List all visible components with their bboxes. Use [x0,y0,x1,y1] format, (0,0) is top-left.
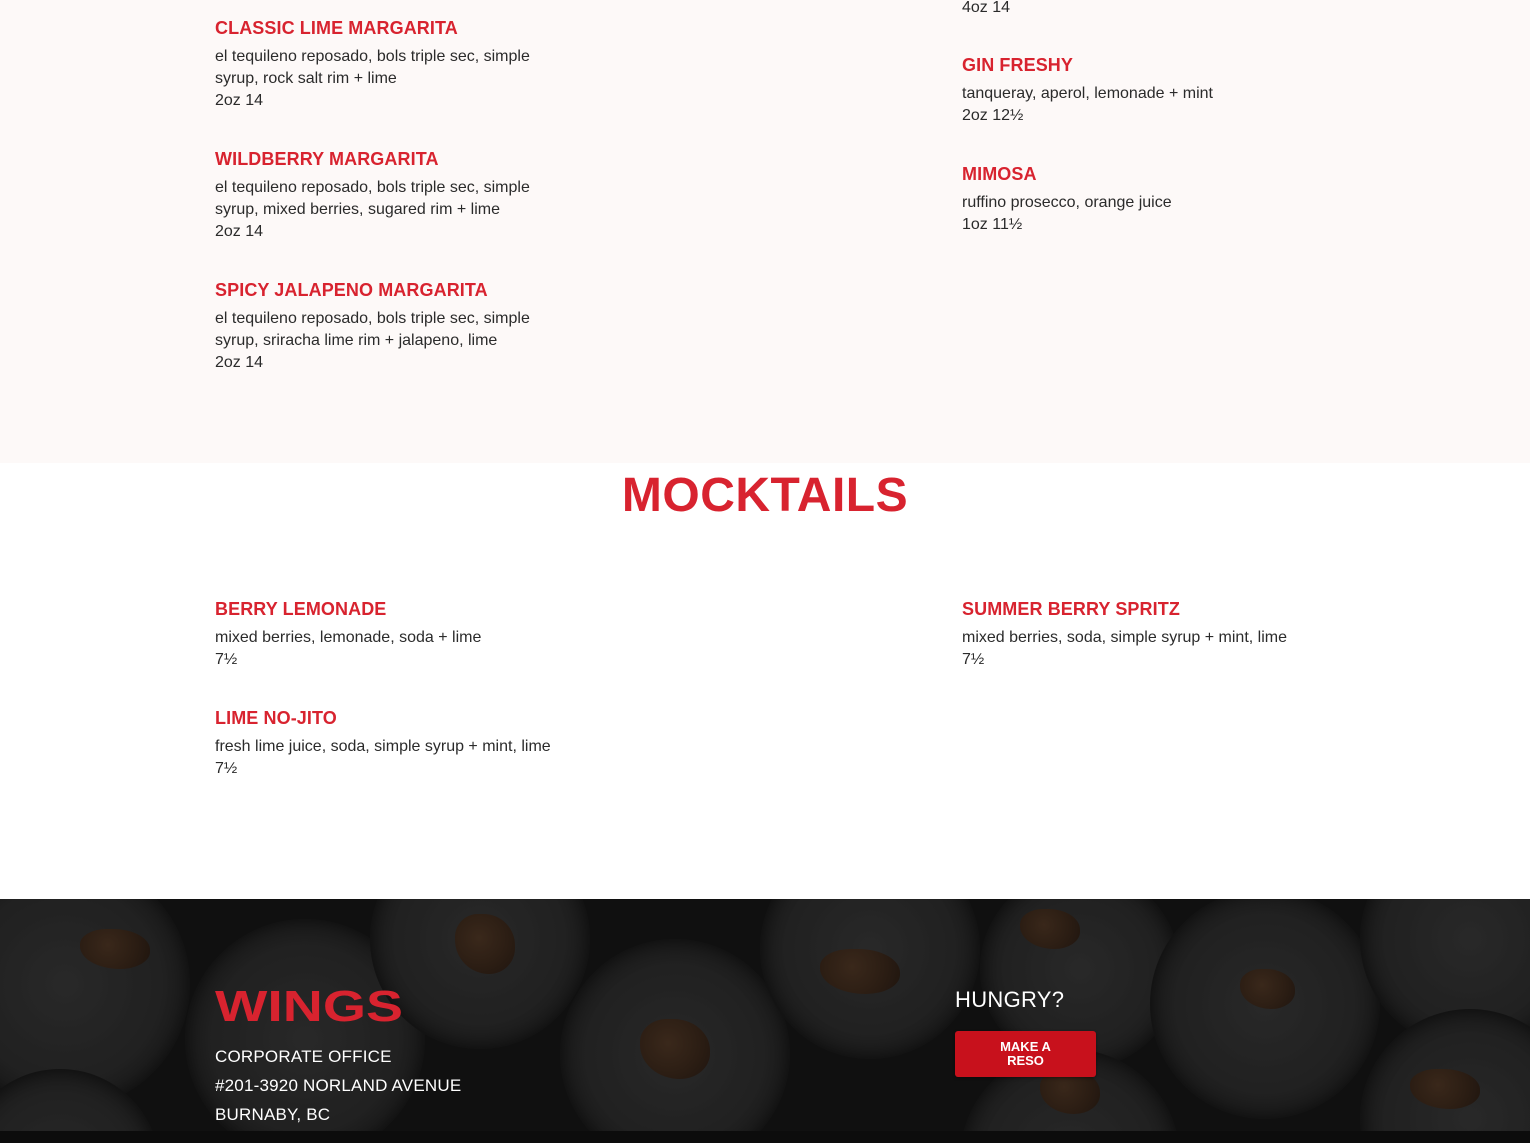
item-name: CLASSIC LIME MARGARITA [215,18,458,38]
item-name: LIME NO-JITO [215,708,337,728]
item-description: el tequileno reposado, bols triple sec, simple syrup, rock salt rim + lime [215,48,530,87]
menu-item [962,163,1342,236]
item-description: fresh lime juice, soda, simple syrup + mint, lime [215,738,551,755]
item-price: 1oz 11½ [962,216,1023,233]
address-line-3: BURNABY, BC [215,1105,331,1124]
footer [0,899,1530,1143]
item-description: el tequileno reposado, bols triple sec, simple syrup, mixed berries, sugared rim + lime [215,179,530,218]
menu-item [962,598,1342,671]
item-price: 2oz 14 [215,223,264,240]
logo-text: WINGS [215,986,403,1026]
item-name: SPICY JALAPENO MARGARITA [215,280,488,300]
item-name: GIN FRESHY [962,55,1074,75]
menu-item [215,279,575,374]
wings-logo [215,986,405,1026]
footer-bottom-bar [0,1131,1530,1143]
menu-item [215,598,575,671]
item-price: 7½ [215,651,238,668]
item-description: ruffino prosecco, orange juice [962,194,1172,211]
address-line-2: #201-3920 NORLAND AVENUE [215,1076,462,1095]
hungry-heading: HUNGRY? [955,987,1065,1012]
item-name: MIMOSA [962,164,1037,184]
item-price: 7½ [215,760,238,777]
item-description: mixed berries, lemonade, soda + lime [215,629,482,646]
item-price: 2oz 12½ [962,107,1024,124]
item-price: 7½ [962,651,985,668]
cocktails-section [0,0,1530,463]
menu-item [962,54,1342,127]
item-price-cutoff [962,0,1342,19]
section-title-mocktails: MOCKTAILS [621,469,909,522]
item-price: 2oz 14 [215,92,264,109]
menu-item [215,707,575,780]
menu-item [215,17,575,112]
item-price: 2oz 14 [215,354,264,371]
item-description: mixed berries, soda, simple syrup + mint, lime [962,629,1287,646]
item-name: SUMMER BERRY SPRITZ [962,599,1180,619]
item-price: 4oz 14 [962,0,1011,16]
address-line-1: CORPORATE OFFICE [215,1047,392,1066]
item-description: el tequileno reposado, bols triple sec, simple syrup, sriracha lime rim + jalapeno, lime [215,310,530,349]
item-name: BERRY LEMONADE [215,599,387,619]
item-description: tanqueray, aperol, lemonade + mint [962,85,1213,102]
item-name: WILDBERRY MARGARITA [215,149,439,169]
menu-item [215,148,575,243]
make-a-reso-button[interactable]: MAKE A RESO [955,1031,1096,1077]
